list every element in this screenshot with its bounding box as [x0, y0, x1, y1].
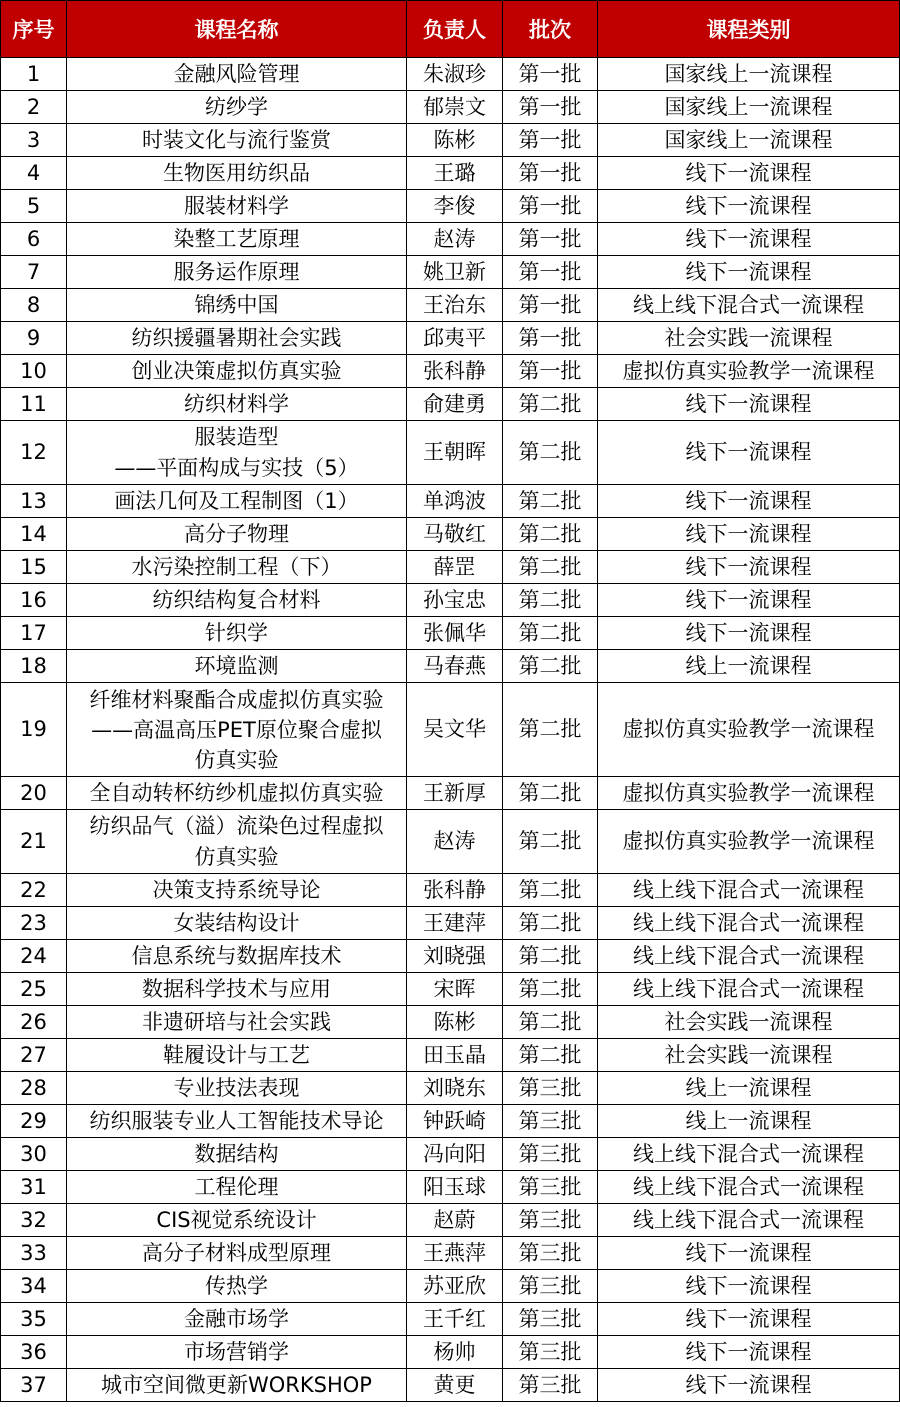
cell-course-name [67, 1303, 407, 1336]
cell-batch: 第三批 [503, 1204, 598, 1237]
cell-batch: 第三批 [503, 1369, 598, 1402]
course-name-line: 环境监测 [194, 653, 279, 678]
cell-batch: 第二批 [503, 1006, 598, 1039]
cell-category: 线上一流课程 [598, 1105, 900, 1138]
cell-course-name [67, 322, 407, 355]
cell-number: 35 [1, 1303, 67, 1336]
table-row [1, 1369, 900, 1402]
course-name-line: 服务运作原理 [173, 259, 300, 284]
table-row [1, 1105, 900, 1138]
course-name-line: 全自动转杯纺纱机虚拟仿真实验 [89, 780, 384, 805]
cell-owner: 张佩华 [407, 617, 503, 650]
cell-owner: 杨帅 [407, 1336, 503, 1369]
cell-number: 32 [1, 1204, 67, 1237]
cell-course-name [67, 518, 407, 551]
course-name-line: 专业技法表现 [173, 1075, 300, 1100]
cell-batch: 第三批 [503, 1270, 598, 1303]
cell-owner: 吴文华 [407, 683, 503, 777]
cell-batch: 第三批 [503, 1138, 598, 1171]
cell-owner: 朱淑珍 [407, 58, 503, 91]
cell-course-name [67, 650, 407, 683]
cell-course-name [67, 777, 407, 810]
cell-owner: 阳玉球 [407, 1171, 503, 1204]
cell-batch: 第二批 [503, 518, 598, 551]
cell-batch: 第二批 [503, 584, 598, 617]
cell-batch: 第二批 [503, 421, 598, 485]
cell-category: 国家线上一流课程 [598, 124, 900, 157]
cell-number: 19 [1, 683, 67, 777]
cell-batch: 第一批 [503, 91, 598, 124]
table-row [1, 683, 900, 777]
cell-owner: 刘晓强 [407, 940, 503, 973]
cell-category: 线上一流课程 [598, 1072, 900, 1105]
cell-category: 社会实践一流课程 [598, 1006, 900, 1039]
cell-owner: 田玉晶 [407, 1039, 503, 1072]
cell-category: 社会实践一流课程 [598, 322, 900, 355]
cell-owner: 陈彬 [407, 1006, 503, 1039]
cell-course-name [67, 124, 407, 157]
cell-category: 虚拟仿真实验教学一流课程 [598, 683, 900, 777]
table-row [1, 1072, 900, 1105]
table-row [1, 810, 900, 874]
cell-owner: 黄更 [407, 1369, 503, 1402]
cell-batch: 第一批 [503, 124, 598, 157]
cell-number: 33 [1, 1237, 67, 1270]
table-row [1, 58, 900, 91]
table-row [1, 777, 900, 810]
header-category: 课程类别 [598, 1, 900, 58]
cell-course-name [67, 355, 407, 388]
cell-batch: 第二批 [503, 907, 598, 940]
cell-category: 线下一流课程 [598, 157, 900, 190]
cell-batch: 第二批 [503, 617, 598, 650]
cell-number: 12 [1, 421, 67, 485]
cell-category: 线上线下混合式一流课程 [598, 874, 900, 907]
header-course-name: 课程名称 [67, 1, 407, 58]
cell-batch: 第二批 [503, 874, 598, 907]
table-row [1, 973, 900, 1006]
cell-category: 线下一流课程 [598, 617, 900, 650]
course-name-line: 画法几何及工程制图（1） [114, 488, 359, 513]
cell-number: 10 [1, 355, 67, 388]
table-row [1, 289, 900, 322]
cell-category: 线下一流课程 [598, 1270, 900, 1303]
table-row [1, 256, 900, 289]
cell-category: 国家线上一流课程 [598, 91, 900, 124]
cell-category: 线下一流课程 [598, 518, 900, 551]
cell-number: 18 [1, 650, 67, 683]
cell-batch: 第三批 [503, 1105, 598, 1138]
cell-number: 21 [1, 810, 67, 874]
cell-number: 22 [1, 874, 67, 907]
cell-owner: 陈彬 [407, 124, 503, 157]
cell-category: 线下一流课程 [598, 421, 900, 485]
cell-category: 线下一流课程 [598, 388, 900, 421]
course-name-line: 仿真实验 [194, 844, 279, 869]
cell-owner: 李俊 [407, 190, 503, 223]
cell-batch: 第二批 [503, 683, 598, 777]
cell-number: 17 [1, 617, 67, 650]
cell-category: 线上线下混合式一流课程 [598, 289, 900, 322]
course-name-line: 纺织服装专业人工智能技术导论 [89, 1108, 384, 1133]
course-name-line: 金融风险管理 [173, 61, 300, 86]
cell-number: 2 [1, 91, 67, 124]
course-name-line: 高分子物理 [184, 521, 289, 546]
cell-number: 27 [1, 1039, 67, 1072]
cell-number: 6 [1, 223, 67, 256]
cell-course-name [67, 1006, 407, 1039]
cell-category: 线上线下混合式一流课程 [598, 1138, 900, 1171]
cell-category: 线下一流课程 [598, 223, 900, 256]
cell-batch: 第三批 [503, 1303, 598, 1336]
cell-category: 虚拟仿真实验教学一流课程 [598, 777, 900, 810]
table-row [1, 1171, 900, 1204]
cell-number: 20 [1, 777, 67, 810]
course-name-line: 工程伦理 [194, 1174, 279, 1199]
cell-course-name [67, 157, 407, 190]
cell-category: 国家线上一流课程 [598, 58, 900, 91]
course-name-line: 女装结构设计 [173, 910, 300, 935]
table-row [1, 1039, 900, 1072]
cell-number: 11 [1, 388, 67, 421]
cell-owner: 马春燕 [407, 650, 503, 683]
cell-owner: 宋晖 [407, 973, 503, 1006]
cell-category: 线下一流课程 [598, 1336, 900, 1369]
course-name-line: 创业决策虚拟仿真实验 [131, 358, 342, 383]
course-name-line: 纺织援疆暑期社会实践 [131, 325, 342, 350]
table-row [1, 1336, 900, 1369]
course-name-line: 染整工艺原理 [173, 226, 300, 251]
cell-batch: 第二批 [503, 485, 598, 518]
cell-owner: 孙宝忠 [407, 584, 503, 617]
course-name-line: ——高温高压PET原位聚合虚拟 [91, 717, 382, 742]
cell-owner: 俞建勇 [407, 388, 503, 421]
table-row [1, 584, 900, 617]
cell-course-name [67, 973, 407, 1006]
table-row [1, 355, 900, 388]
cell-number: 30 [1, 1138, 67, 1171]
table-row [1, 421, 900, 485]
cell-course-name [67, 584, 407, 617]
table-row [1, 1303, 900, 1336]
header-batch: 批次 [503, 1, 598, 58]
cell-owner: 冯向阳 [407, 1138, 503, 1171]
course-name-line: 数据结构 [194, 1141, 279, 1166]
header-row [1, 1, 900, 58]
table-row [1, 485, 900, 518]
cell-owner: 赵涛 [407, 223, 503, 256]
course-name-line: CIS视觉系统设计 [156, 1207, 317, 1232]
cell-category: 线上线下混合式一流课程 [598, 1171, 900, 1204]
table-row [1, 940, 900, 973]
cell-batch: 第二批 [503, 551, 598, 584]
cell-course-name [67, 1039, 407, 1072]
cell-course-name [67, 421, 407, 485]
cell-course-name [67, 91, 407, 124]
cell-category: 社会实践一流课程 [598, 1039, 900, 1072]
cell-course-name [67, 1336, 407, 1369]
cell-owner: 张科静 [407, 355, 503, 388]
course-name-line: 水污染控制工程（下） [131, 554, 342, 579]
cell-number: 24 [1, 940, 67, 973]
cell-category: 线下一流课程 [598, 584, 900, 617]
cell-number: 5 [1, 190, 67, 223]
course-name-line: 城市空间微更新WORKSHOP [101, 1372, 372, 1397]
cell-number: 3 [1, 124, 67, 157]
cell-batch: 第一批 [503, 322, 598, 355]
cell-category: 线上线下混合式一流课程 [598, 907, 900, 940]
cell-number: 7 [1, 256, 67, 289]
cell-batch: 第三批 [503, 1336, 598, 1369]
table-row [1, 157, 900, 190]
cell-owner: 王新厚 [407, 777, 503, 810]
course-name-line: 纤维材料聚酯合成虚拟仿真实验 [89, 687, 384, 712]
table-row [1, 650, 900, 683]
cell-course-name [67, 1138, 407, 1171]
cell-number: 8 [1, 289, 67, 322]
cell-batch: 第一批 [503, 58, 598, 91]
cell-category: 线下一流课程 [598, 1303, 900, 1336]
cell-course-name [67, 551, 407, 584]
course-name-line: 仿真实验 [194, 747, 279, 772]
cell-category: 线上一流课程 [598, 650, 900, 683]
course-name-line: 时装文化与流行鉴赏 [142, 127, 331, 152]
table-row [1, 907, 900, 940]
course-name-line: 纺纱学 [205, 94, 268, 119]
cell-number: 16 [1, 584, 67, 617]
cell-owner: 王燕萍 [407, 1237, 503, 1270]
cell-batch: 第一批 [503, 355, 598, 388]
cell-batch: 第二批 [503, 650, 598, 683]
table-row [1, 1006, 900, 1039]
cell-owner: 薛罡 [407, 551, 503, 584]
cell-batch: 第三批 [503, 1171, 598, 1204]
table-row [1, 874, 900, 907]
table-row [1, 223, 900, 256]
table-row [1, 1204, 900, 1237]
cell-category: 线下一流课程 [598, 256, 900, 289]
table-row [1, 91, 900, 124]
course-name-line: 针织学 [205, 620, 268, 645]
cell-owner: 邱夷平 [407, 322, 503, 355]
table-row [1, 124, 900, 157]
table-row [1, 617, 900, 650]
cell-course-name [67, 1171, 407, 1204]
cell-number: 14 [1, 518, 67, 551]
course-name-line: 服装材料学 [184, 193, 289, 218]
cell-owner: 马敬红 [407, 518, 503, 551]
cell-batch: 第三批 [503, 1237, 598, 1270]
cell-number: 29 [1, 1105, 67, 1138]
cell-batch: 第二批 [503, 777, 598, 810]
cell-course-name [67, 256, 407, 289]
cell-owner: 王建萍 [407, 907, 503, 940]
cell-course-name [67, 683, 407, 777]
cell-number: 36 [1, 1336, 67, 1369]
table-row [1, 1237, 900, 1270]
cell-owner: 张科静 [407, 874, 503, 907]
table-row [1, 1270, 900, 1303]
cell-owner: 王璐 [407, 157, 503, 190]
cell-number: 23 [1, 907, 67, 940]
course-name-line: 决策支持系统导论 [152, 877, 321, 902]
cell-owner: 姚卫新 [407, 256, 503, 289]
course-name-line: ——平面构成与实技（5） [114, 455, 359, 480]
cell-batch: 第一批 [503, 157, 598, 190]
course-name-line: 纺织材料学 [184, 391, 289, 416]
table-row [1, 190, 900, 223]
cell-owner: 王治东 [407, 289, 503, 322]
cell-category: 线下一流课程 [598, 190, 900, 223]
cell-course-name [67, 485, 407, 518]
cell-number: 25 [1, 973, 67, 1006]
course-name-line: 市场营销学 [184, 1339, 289, 1364]
cell-category: 线上线下混合式一流课程 [598, 1204, 900, 1237]
cell-course-name [67, 940, 407, 973]
cell-category: 线下一流课程 [598, 1237, 900, 1270]
cell-batch: 第一批 [503, 289, 598, 322]
cell-category: 线上线下混合式一流课程 [598, 973, 900, 1006]
table-body [1, 58, 900, 1402]
course-name-line: 锦绣中国 [194, 292, 279, 317]
cell-course-name [67, 1369, 407, 1402]
header-number: 序号 [1, 1, 67, 58]
cell-course-name [67, 388, 407, 421]
course-name-line: 纺织品气（溢）流染色过程虚拟 [89, 813, 384, 838]
cell-owner: 赵涛 [407, 810, 503, 874]
cell-batch: 第一批 [503, 190, 598, 223]
cell-course-name [67, 1204, 407, 1237]
cell-owner: 单鸿波 [407, 485, 503, 518]
course-name-line: 纺织结构复合材料 [152, 587, 321, 612]
cell-number: 26 [1, 1006, 67, 1039]
cell-batch: 第二批 [503, 1039, 598, 1072]
cell-batch: 第一批 [503, 223, 598, 256]
cell-batch: 第二批 [503, 940, 598, 973]
cell-course-name [67, 874, 407, 907]
cell-number: 13 [1, 485, 67, 518]
table-row [1, 551, 900, 584]
cell-course-name [67, 1237, 407, 1270]
cell-course-name [67, 1072, 407, 1105]
cell-category: 线下一流课程 [598, 551, 900, 584]
cell-owner: 钟跃崎 [407, 1105, 503, 1138]
header-owner: 负责人 [407, 1, 503, 58]
course-name-line: 数据科学技术与应用 [142, 976, 331, 1001]
course-name-line: 传热学 [205, 1273, 268, 1298]
cell-number: 15 [1, 551, 67, 584]
cell-batch: 第一批 [503, 256, 598, 289]
cell-course-name [67, 1270, 407, 1303]
table-row [1, 518, 900, 551]
cell-category: 线下一流课程 [598, 1369, 900, 1402]
cell-course-name [67, 810, 407, 874]
table-row [1, 1138, 900, 1171]
cell-category: 虚拟仿真实验教学一流课程 [598, 810, 900, 874]
cell-owner: 王千红 [407, 1303, 503, 1336]
cell-category: 虚拟仿真实验教学一流课程 [598, 355, 900, 388]
cell-number: 34 [1, 1270, 67, 1303]
course-name-line: 生物医用纺织品 [163, 160, 310, 185]
cell-category: 线上线下混合式一流课程 [598, 940, 900, 973]
cell-number: 9 [1, 322, 67, 355]
cell-course-name [67, 289, 407, 322]
cell-owner: 苏亚欣 [407, 1270, 503, 1303]
table-row [1, 388, 900, 421]
cell-batch: 第二批 [503, 388, 598, 421]
cell-batch: 第二批 [503, 810, 598, 874]
course-name-line: 信息系统与数据库技术 [131, 943, 342, 968]
cell-owner: 刘晓东 [407, 1072, 503, 1105]
course-name-line: 金融市场学 [184, 1306, 289, 1331]
cell-course-name [67, 907, 407, 940]
cell-batch: 第三批 [503, 1072, 598, 1105]
cell-number: 37 [1, 1369, 67, 1402]
cell-number: 28 [1, 1072, 67, 1105]
cell-number: 1 [1, 58, 67, 91]
cell-owner: 赵蔚 [407, 1204, 503, 1237]
cell-course-name [67, 617, 407, 650]
table-row [1, 322, 900, 355]
course-name-line: 服装造型 [194, 424, 279, 449]
cell-category: 线下一流课程 [598, 485, 900, 518]
cell-course-name [67, 1105, 407, 1138]
cell-owner: 王朝晖 [407, 421, 503, 485]
cell-number: 4 [1, 157, 67, 190]
cell-course-name [67, 58, 407, 91]
course-name-line: 高分子材料成型原理 [142, 1240, 331, 1265]
course-name-line: 非遗研培与社会实践 [142, 1009, 331, 1034]
cell-batch: 第二批 [503, 973, 598, 1006]
course-name-line: 鞋履设计与工艺 [163, 1042, 310, 1067]
cell-course-name [67, 223, 407, 256]
cell-course-name [67, 190, 407, 223]
cell-number: 31 [1, 1171, 67, 1204]
cell-owner: 郁崇文 [407, 91, 503, 124]
